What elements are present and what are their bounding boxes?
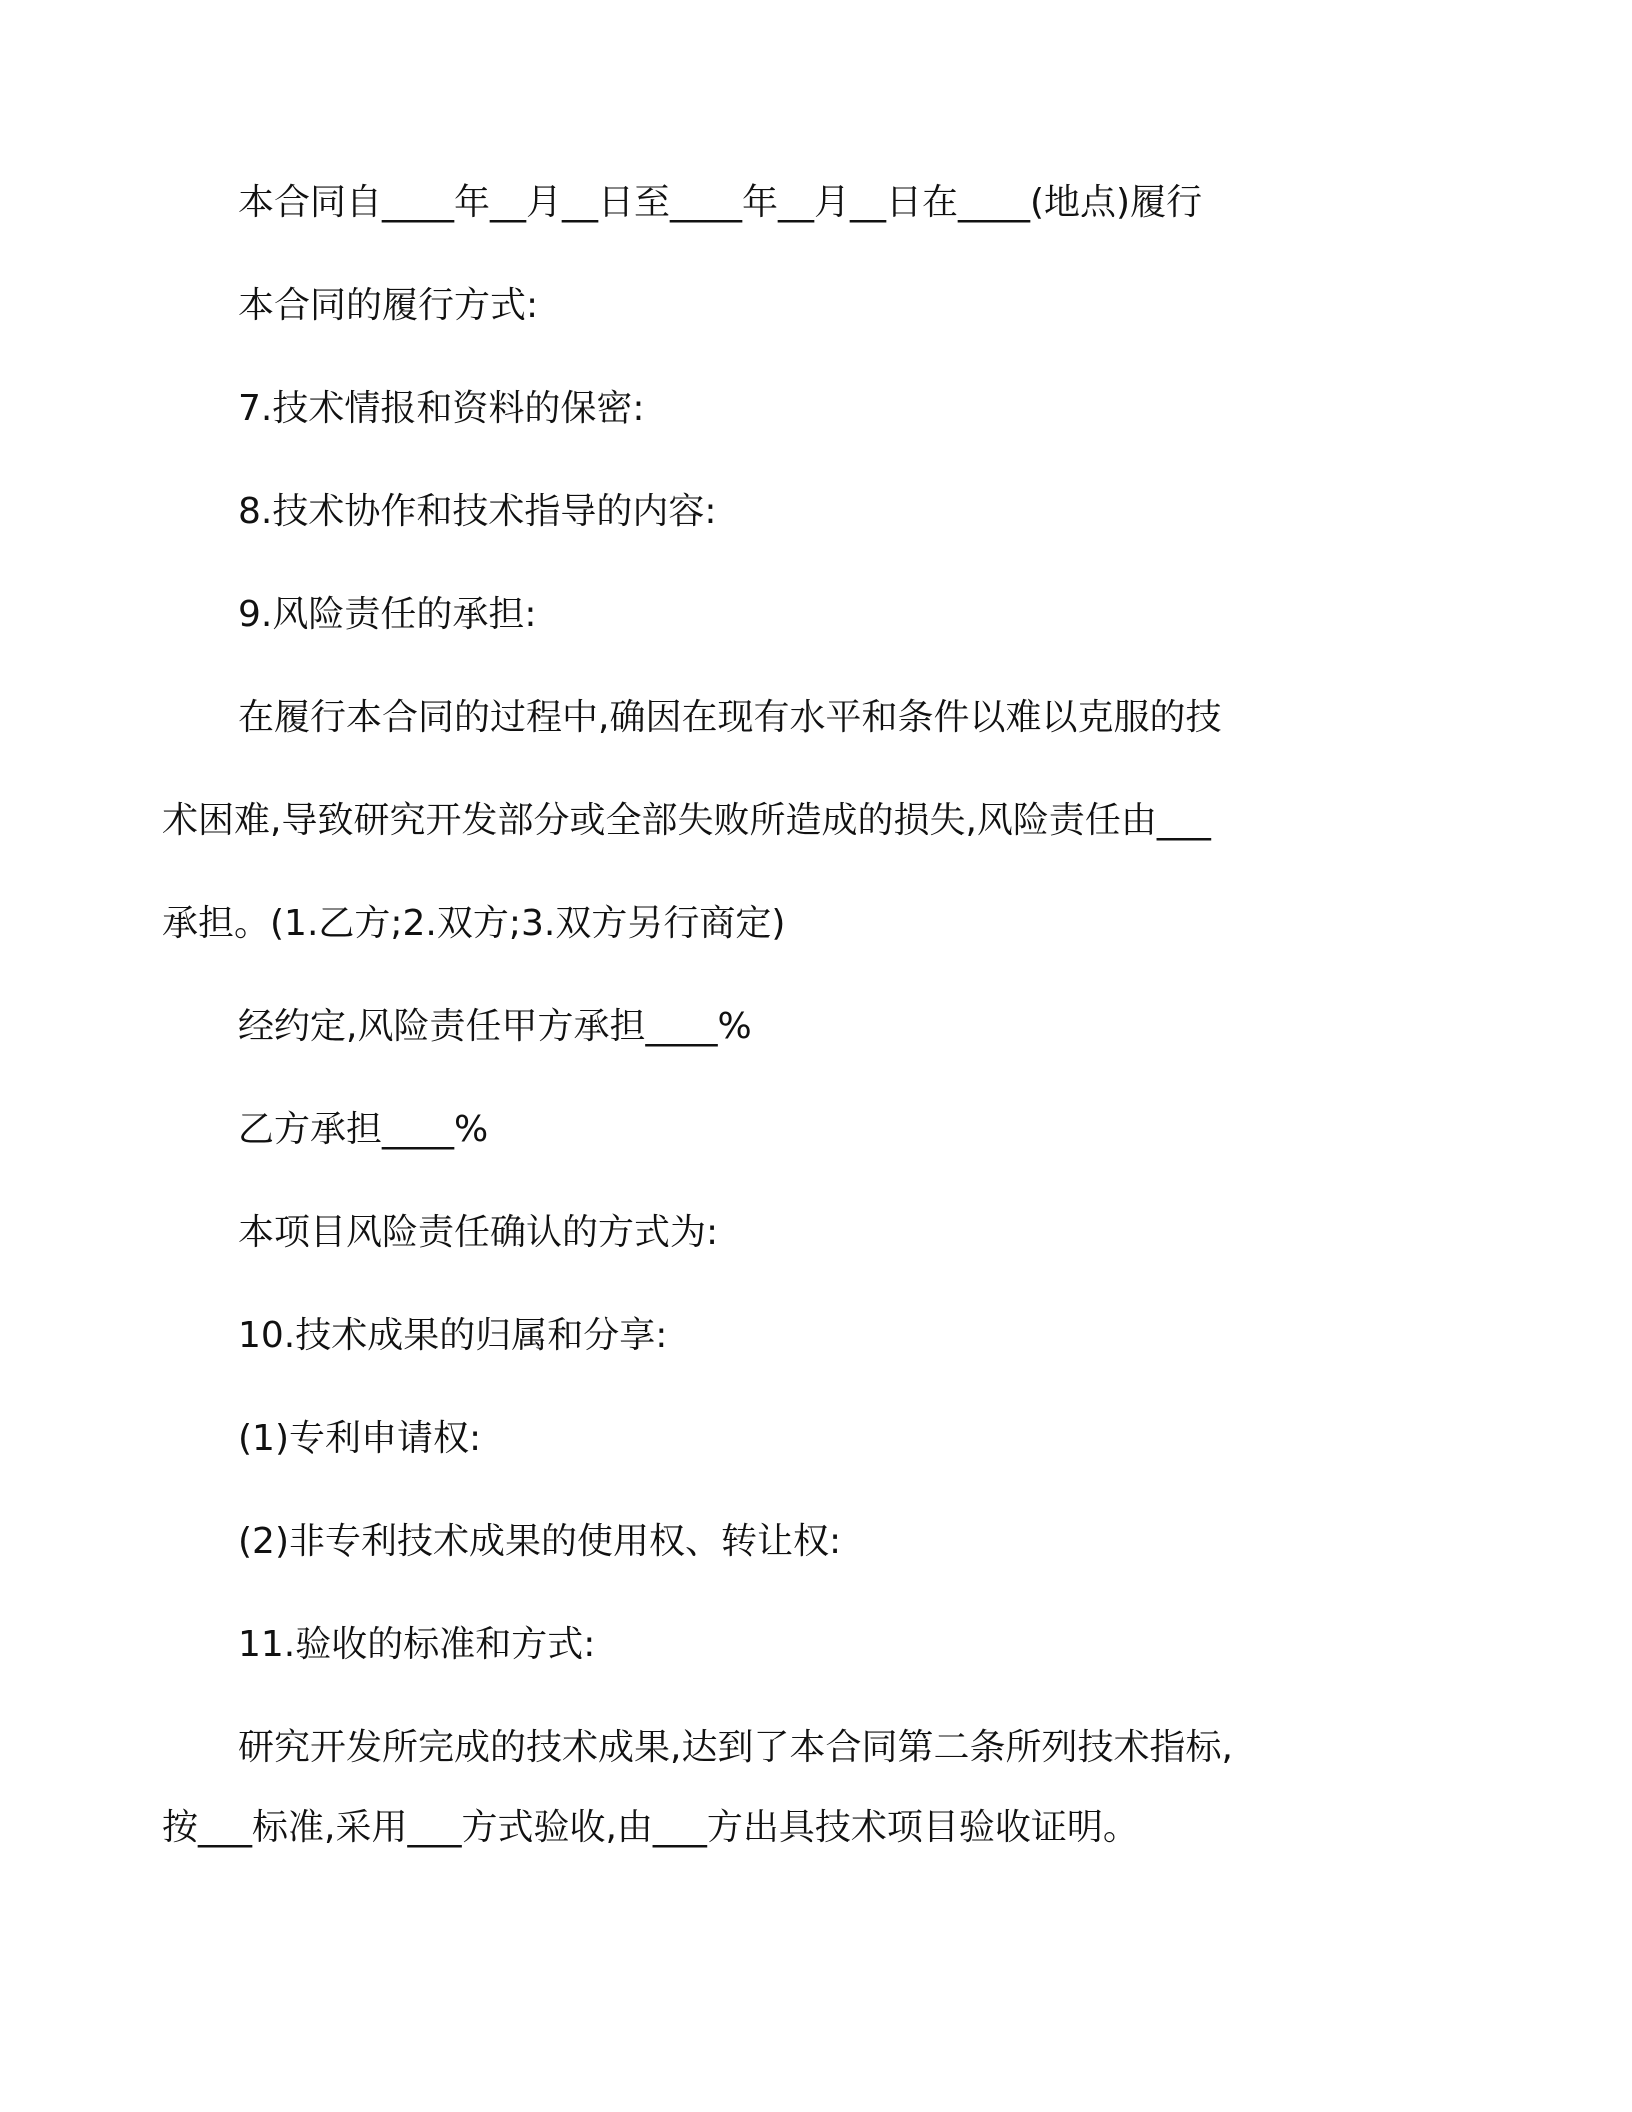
paragraph-results-ownership <box>238 1315 667 1357</box>
text-line: 术困难,导致研究开发部分或全部失败所造成的损失,风险责任由___ <box>162 800 1211 841</box>
text-line: 本合同自____年__月__日至____年__月__日在____(地点)履行 <box>238 182 1203 223</box>
text-line: 乙方承担____% <box>238 1109 489 1150</box>
paragraph-party-a-share <box>238 1006 752 1048</box>
text-line: 本合同的履行方式: <box>238 285 539 326</box>
text-line: 在履行本合同的过程中,确因在现有水平和条件以难以克服的技 <box>238 697 1222 738</box>
paragraph-party-b-share <box>238 1109 488 1151</box>
text-line: 10.技术成果的归属和分享: <box>238 1315 668 1356</box>
text-line: 9.风险责任的承担: <box>238 594 537 635</box>
paragraph-non-patent-rights <box>238 1521 841 1563</box>
text-line: (1)专利申请权: <box>238 1418 482 1459</box>
paragraph-risk-confirmation <box>238 1212 718 1254</box>
paragraph-confidentiality <box>238 388 644 430</box>
text-line: 按___标准,采用___方式验收,由___方出具技术项目验收证明。 <box>162 1807 1139 1848</box>
paragraph-patent-right <box>238 1418 481 1460</box>
paragraph-acceptance-heading <box>238 1624 595 1666</box>
paragraph-acceptance-detail <box>162 1727 1233 1848</box>
text-line: 经约定,风险责任甲方承担____% <box>238 1006 752 1047</box>
paragraph-risk-heading <box>238 594 536 636</box>
text-line: 研究开发所完成的技术成果,达到了本合同第二条所列技术指标, <box>238 1727 1233 1768</box>
text-line: 11.验收的标准和方式: <box>238 1624 596 1665</box>
text-line: 7.技术情报和资料的保密: <box>238 388 645 429</box>
text-line: 8.技术协作和技术指导的内容: <box>238 491 717 532</box>
paragraph-cooperation <box>238 491 716 533</box>
paragraph-performance-method <box>238 285 538 327</box>
text-line: 本项目风险责任确认的方式为: <box>238 1212 719 1253</box>
paragraph-risk-detail <box>162 697 1222 944</box>
paragraph-performance-period <box>238 182 1202 224</box>
text-line: (2)非专利技术成果的使用权、转让权: <box>238 1521 842 1562</box>
text-line: 承担。(1.乙方;2.双方;3.双方另行商定) <box>162 903 786 944</box>
